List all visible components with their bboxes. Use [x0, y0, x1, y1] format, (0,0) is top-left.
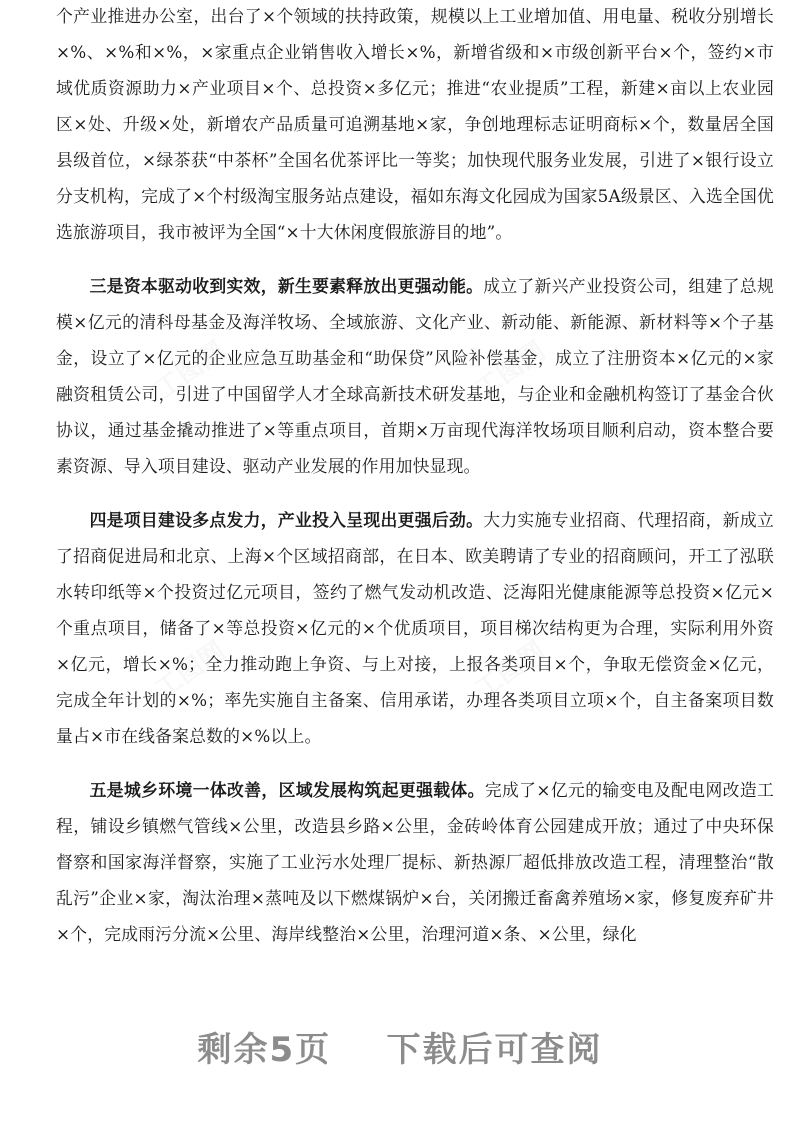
intro-paragraph: 个产业推进办公室，出台了×个领域的扶持政策，规模以上工业增加值、用电量、税收分别增长×%、×%和×%，×家重点企业销售收入增长×%，新增省级和×市级创新平台×个，签约×市域优质资源助力×产业项目×个、总投资×多亿元；推进“农业提质”工程，新建×亩以上农业园区×处、升级×处，新增农产品质量可追溯基地×家，争创地理标志证明商标×个，数量居全国县级首位，×绿茶获“中茶杯”全国名优茶评比一等奖；加快现代服务业发展，引进了×银行设立分支机构，完成了×个村级淘宝服务站点建设，福如东海文化园成为国家5A级景区、入选全国优选旅游项目，我市被评为全国“×十大休闲度假旅游目的地”。: [56, 6, 774, 242]
section-paragraph: [56, 268, 774, 484]
section-body: 完成了×亿元的输变电及配电网改造工程，铺设乡镇燃气管线×公里，改造县乡路×公里，金砖岭体育公园建成开放；通过了中央环保督察和国家海洋督察，实施了工业污水处理厂提标、新热源厂超低排放改造工程，清理整治“散乱污”企业×家，淘汰治理×蒸吨及以下燃煤锅炉×台，关闭搬迁畜禽养殖场×家，修复废弃矿井×个，完成雨污分流×公里、海岸线整治×公里，治理河道×条、×公里，绿化: [56, 780, 774, 944]
watermark: 工图网: [469, 635, 551, 706]
document-body: [56, 0, 774, 952]
section-lead: 四是项目建设多点发力，产业投入呈现出更强后劲。: [89, 510, 484, 530]
section-paragraph: [56, 502, 774, 754]
watermark: 工图网: [149, 635, 231, 706]
section-body: 成立了新兴产业投资公司，组建了总规模×亿元的清科母基金及海洋牧场、全域旅游、文化产业、新动能、新能源、新材料等×个子基金，设立了×亿元的企业应急互助基金和“助保贷”风险补偿基金，成立了注册资本×亿元的×家融资租赁公司，引进了中国留学人才全球高新技术研发基地，与企业和金融机构签订了基金合伙协议，通过基金撬动推进了×等重点项目，首期×万亩现代海洋牧场项目顺利启动，资本整合要素资源、导入项目建设、驱动产业发展的作用加快显现。: [56, 276, 774, 476]
section-paragraph: [56, 772, 774, 952]
watermark: 工图网: [469, 335, 551, 406]
section-lead: 五是城乡环境一体改善，区域发展构筑起更强载体。: [89, 780, 485, 800]
download-banner[interactable]: [0, 1022, 800, 1071]
watermark: 工图网: [149, 335, 231, 406]
section-lead: 三是资本驱动收到实效，新生要素释放出更强动能。: [89, 276, 484, 296]
remaining-pages-label: 剩余5页: [197, 1030, 332, 1070]
download-hint-label: 下载后可查阅: [386, 1030, 603, 1070]
section-body: 大力实施专业招商、代理招商，新成立了招商促进局和北京、上海×个区域招商部，在日本、欧美聘请了专业的招商顾问，开工了泓联水转印纸等×个投资过亿元项目，签约了燃气发动机改造、泛海阳光健康能源等总投资×亿元×个重点项目，储备了×等总投资×亿元的×个优质项目，项目梯次结构更为合理，实际利用外资×亿元，增长×%；全力推动跑上争资、与上对接，上报各类项目×个，争取无偿资金×亿元，完成全年计划的×%；率先实施自主备案、信用承诺，办理各类项目立项×个，自主备案项目数量占×市在线备案总数的×%以上。: [56, 510, 774, 746]
